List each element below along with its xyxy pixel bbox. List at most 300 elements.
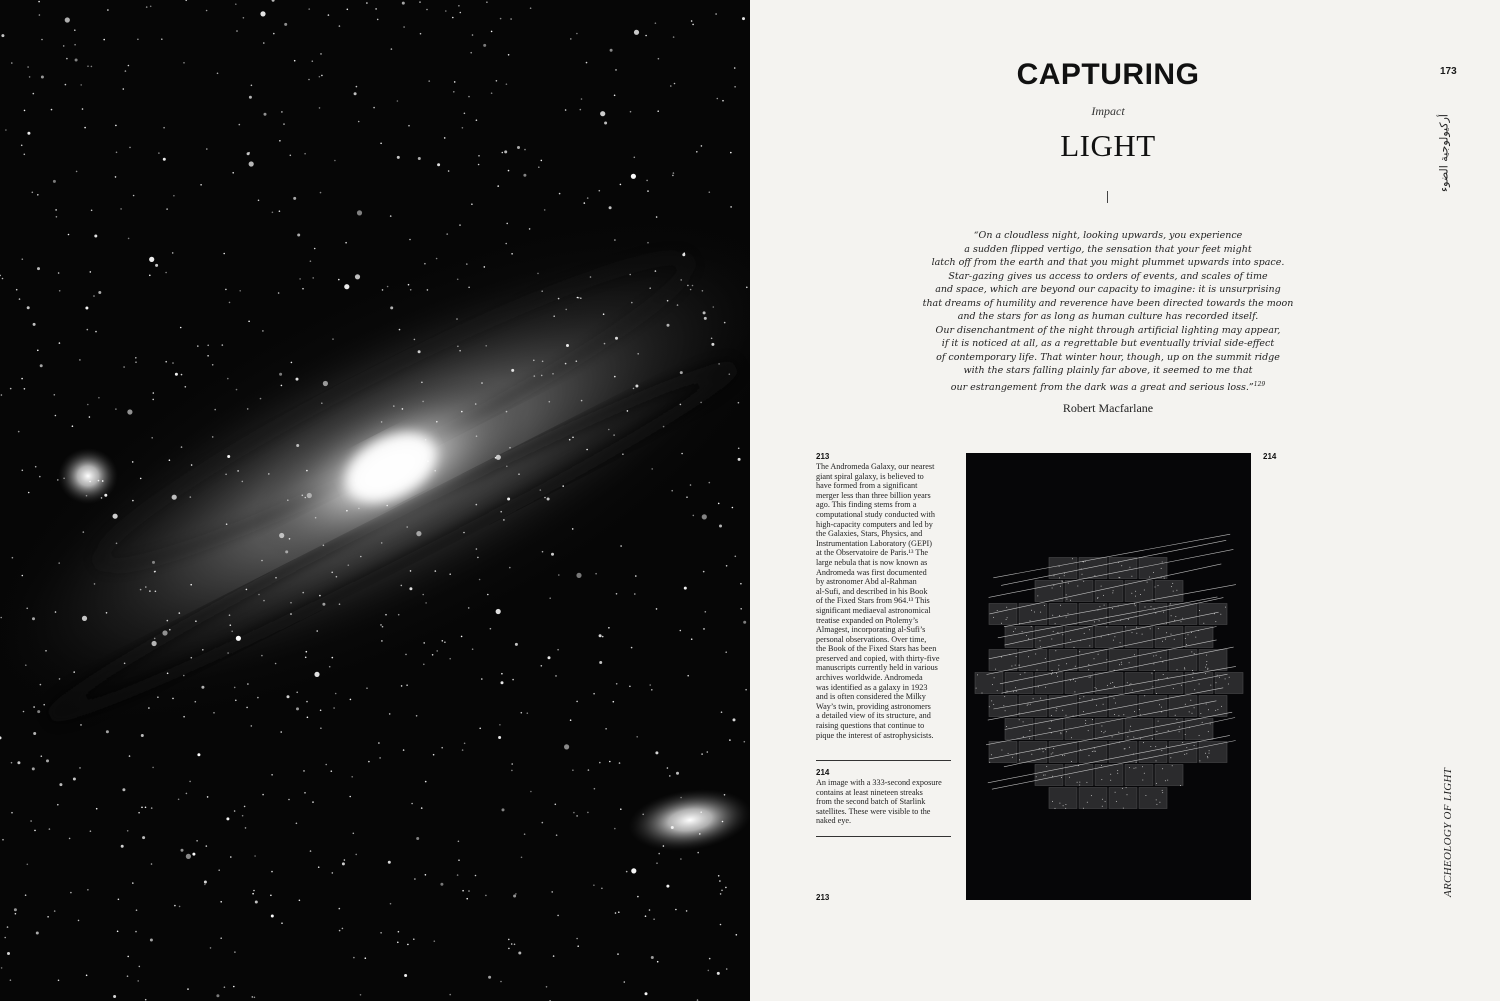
star [93, 295, 95, 297]
star [1055, 808, 1056, 809]
star [622, 453, 624, 455]
star [174, 905, 176, 907]
star [1167, 780, 1168, 781]
star [334, 160, 336, 162]
star [360, 994, 362, 996]
star [195, 620, 197, 622]
star [645, 992, 648, 995]
star [85, 307, 88, 310]
star [1092, 751, 1093, 752]
star [252, 996, 254, 998]
star [1003, 705, 1004, 706]
star [992, 684, 993, 685]
star [96, 808, 98, 810]
star [1173, 688, 1174, 689]
star [154, 571, 156, 573]
star [155, 591, 157, 593]
star [106, 730, 109, 733]
star [1163, 674, 1164, 675]
star [1144, 590, 1145, 591]
star [151, 807, 153, 809]
star [409, 239, 411, 241]
star [479, 728, 481, 730]
star [87, 404, 89, 406]
star [1158, 721, 1159, 722]
star [1034, 612, 1035, 613]
star [1119, 664, 1120, 665]
star [385, 614, 387, 616]
star [730, 206, 732, 208]
star [236, 636, 241, 641]
star [703, 571, 705, 573]
star [424, 263, 426, 265]
star [1077, 586, 1078, 587]
star [551, 553, 554, 556]
star [599, 634, 602, 637]
star [368, 761, 370, 763]
star [490, 628, 492, 630]
star [323, 545, 325, 547]
ccd-tile [1079, 650, 1107, 671]
star [167, 673, 169, 675]
star [132, 500, 134, 502]
star [1001, 657, 1002, 658]
star [462, 890, 464, 892]
star [1115, 792, 1116, 793]
star [658, 58, 660, 60]
star [84, 127, 86, 129]
star [80, 84, 82, 86]
star [613, 701, 615, 703]
star [1166, 632, 1167, 633]
star [149, 275, 151, 277]
star [408, 284, 410, 286]
star [45, 650, 47, 652]
star [1031, 754, 1032, 755]
star [633, 388, 635, 390]
star [1167, 677, 1168, 678]
star [189, 781, 191, 783]
star [994, 677, 995, 678]
star [1112, 608, 1113, 609]
star [122, 788, 125, 791]
caption-line: large nebula that is now known as [816, 557, 928, 567]
star [22, 470, 24, 472]
star [1029, 738, 1030, 739]
ccd-tile [1169, 650, 1197, 671]
star [1155, 746, 1156, 747]
ccd-tile [1155, 673, 1183, 694]
star [24, 388, 26, 390]
star [389, 713, 391, 715]
star [1031, 626, 1032, 627]
star [418, 350, 421, 353]
star [80, 724, 82, 726]
ccd-tile [1139, 696, 1167, 717]
star [1192, 677, 1193, 678]
star [1075, 666, 1076, 667]
star [1001, 750, 1002, 751]
star [1171, 634, 1172, 635]
star [436, 650, 438, 652]
star [631, 647, 633, 649]
star [406, 526, 408, 528]
star [542, 822, 544, 824]
star [271, 915, 274, 918]
star [1062, 710, 1063, 711]
star [503, 519, 505, 521]
star [720, 924, 722, 926]
star [5, 129, 7, 131]
star [457, 346, 459, 348]
star [55, 415, 57, 417]
star [523, 174, 526, 177]
star [1045, 687, 1046, 688]
star [547, 498, 550, 501]
star [700, 402, 702, 404]
star [98, 480, 100, 482]
star [501, 673, 503, 675]
star [588, 769, 590, 771]
star [541, 665, 543, 667]
star [1062, 755, 1063, 756]
caption-line: Instrumentation Laboratory (GEPI) [816, 538, 932, 548]
caption-line: from the second batch of Starlink [816, 797, 926, 807]
star [1119, 577, 1120, 578]
star [595, 573, 597, 575]
star [76, 171, 78, 173]
star [1083, 581, 1084, 582]
star [381, 421, 383, 423]
star [1085, 723, 1086, 724]
star [468, 890, 470, 892]
star [692, 24, 694, 26]
ccd-tile [1079, 604, 1107, 625]
star [403, 26, 405, 28]
star [1118, 715, 1119, 716]
star [614, 828, 616, 830]
star [225, 289, 227, 291]
star [358, 121, 360, 123]
star [116, 543, 118, 545]
star [420, 33, 422, 35]
star [475, 875, 477, 877]
star [169, 629, 171, 631]
caption-line: Way’s twin, providing astronomers [816, 701, 931, 711]
ccd-tile [989, 604, 1017, 625]
star [63, 478, 65, 480]
star [1139, 709, 1140, 710]
star [1153, 572, 1154, 573]
star [425, 781, 427, 783]
star [296, 823, 298, 825]
star [1172, 765, 1173, 766]
star [230, 624, 232, 626]
star [433, 754, 435, 756]
star [663, 845, 665, 847]
star [481, 678, 483, 680]
star [1007, 691, 1008, 692]
star [506, 83, 508, 85]
star [57, 479, 59, 481]
star [555, 675, 557, 677]
star [481, 382, 483, 384]
caption-line: the Galaxies, Stars, Physics, and [816, 529, 923, 539]
star [616, 593, 618, 595]
star [656, 862, 658, 864]
star [1028, 656, 1029, 657]
star [604, 343, 606, 345]
star [686, 496, 688, 498]
star [715, 13, 717, 15]
star [691, 638, 693, 640]
star [320, 710, 322, 712]
star [382, 289, 384, 291]
star [1066, 663, 1067, 664]
star [140, 589, 142, 591]
star [120, 208, 122, 210]
star [27, 306, 30, 309]
star [251, 725, 253, 727]
caption-line: treatise expanded on Ptolemy’s [816, 615, 919, 625]
star [634, 157, 636, 159]
star [57, 804, 59, 806]
star [470, 52, 472, 54]
star [163, 158, 166, 161]
star [173, 195, 175, 197]
star [390, 306, 393, 309]
star [573, 812, 575, 814]
star [1194, 653, 1195, 654]
star [709, 191, 711, 193]
star [657, 961, 659, 963]
star [608, 429, 610, 431]
star [32, 617, 35, 620]
caption-line: raising questions that continue to [816, 721, 925, 731]
star [422, 401, 424, 403]
star [1113, 640, 1114, 641]
star [123, 366, 125, 368]
star [594, 788, 596, 790]
star [637, 353, 639, 355]
star [254, 997, 256, 999]
star [1101, 726, 1102, 727]
star [283, 123, 285, 125]
star [127, 409, 132, 414]
star [555, 804, 557, 806]
star [718, 503, 720, 505]
star [197, 753, 200, 756]
star [462, 749, 464, 751]
star [735, 556, 737, 558]
star [7, 952, 10, 955]
star [281, 922, 283, 924]
star [1114, 714, 1115, 715]
star [551, 891, 553, 893]
star [1019, 719, 1020, 720]
star [73, 671, 75, 673]
star [1142, 766, 1143, 767]
star [54, 394, 56, 396]
star [719, 880, 721, 882]
star [358, 508, 360, 510]
star [285, 550, 288, 553]
star [342, 928, 344, 930]
star [125, 70, 127, 72]
star [312, 60, 314, 62]
star [142, 836, 145, 839]
star [427, 460, 429, 462]
star [1206, 661, 1207, 662]
star [38, 1, 40, 3]
star [1188, 634, 1189, 635]
star [1043, 751, 1044, 752]
star [408, 125, 410, 127]
star [145, 999, 147, 1001]
star [66, 58, 68, 60]
star [207, 796, 209, 798]
star [236, 30, 238, 32]
star [426, 9, 428, 11]
star [348, 564, 350, 566]
star [167, 620, 169, 622]
star [1110, 683, 1111, 684]
star [141, 807, 143, 809]
ccd-tile [1199, 696, 1227, 717]
star [353, 957, 355, 959]
star [172, 698, 174, 700]
star [673, 172, 675, 174]
star [1066, 599, 1067, 600]
star [1069, 777, 1070, 778]
star [190, 496, 192, 498]
star [1044, 605, 1045, 606]
star [576, 573, 581, 578]
star [1215, 710, 1216, 711]
star [1191, 651, 1192, 652]
star [1124, 748, 1125, 749]
star [977, 674, 978, 675]
star [172, 495, 177, 500]
star [243, 17, 245, 19]
star [684, 587, 687, 590]
star [442, 640, 444, 642]
star [976, 688, 977, 689]
star [33, 732, 36, 735]
star [416, 715, 418, 717]
star [711, 343, 714, 346]
star [500, 18, 502, 20]
star [1112, 592, 1113, 593]
star [316, 630, 318, 632]
star [47, 916, 49, 918]
quote-line: Our disenchantment of the night through artificial lighting may appear, [935, 324, 1281, 336]
star [230, 856, 232, 858]
star [556, 834, 558, 836]
star [557, 649, 559, 651]
star [729, 739, 731, 741]
star [1060, 732, 1061, 733]
star [207, 345, 209, 347]
star [1113, 590, 1114, 591]
star [629, 686, 631, 688]
star [1165, 639, 1166, 640]
star [1039, 748, 1040, 749]
star [626, 871, 628, 873]
star [629, 274, 631, 276]
star [995, 669, 996, 670]
star [290, 155, 292, 157]
star [235, 700, 237, 702]
star [98, 291, 101, 294]
star [1101, 779, 1102, 780]
star [302, 495, 304, 497]
star [457, 874, 459, 876]
star [1185, 638, 1186, 639]
star [540, 489, 542, 491]
star [428, 80, 430, 82]
star [496, 609, 501, 614]
star [150, 6, 152, 8]
star [1040, 640, 1041, 641]
star [511, 770, 513, 772]
star [1036, 776, 1037, 777]
star [234, 951, 236, 953]
star [261, 655, 263, 657]
star [729, 373, 731, 375]
star [707, 751, 709, 753]
star [1013, 631, 1014, 632]
star [534, 375, 536, 377]
star [278, 292, 280, 294]
star [1140, 594, 1141, 595]
star [537, 273, 539, 275]
star [1045, 749, 1046, 750]
star [296, 378, 299, 381]
star [1193, 672, 1194, 673]
star [1176, 590, 1177, 591]
star [724, 794, 726, 796]
star [508, 170, 510, 172]
star [11, 812, 13, 814]
star [511, 943, 513, 945]
ccd-tile [1065, 581, 1093, 602]
star [453, 91, 455, 93]
star [1080, 749, 1081, 750]
star [608, 627, 610, 629]
star [1106, 626, 1107, 627]
star [1056, 710, 1057, 711]
star [305, 497, 307, 499]
star [344, 859, 346, 861]
star [645, 35, 647, 37]
star [600, 111, 605, 116]
star [487, 594, 489, 596]
star [1053, 631, 1054, 632]
star [290, 613, 292, 615]
star [508, 939, 510, 941]
star [1191, 632, 1192, 633]
star [1206, 655, 1207, 656]
star [117, 931, 119, 933]
star [373, 107, 375, 109]
star [725, 651, 727, 653]
star [296, 444, 299, 447]
ccd-tile [1139, 788, 1167, 809]
star [586, 62, 588, 64]
star [538, 166, 540, 168]
star [414, 878, 416, 880]
